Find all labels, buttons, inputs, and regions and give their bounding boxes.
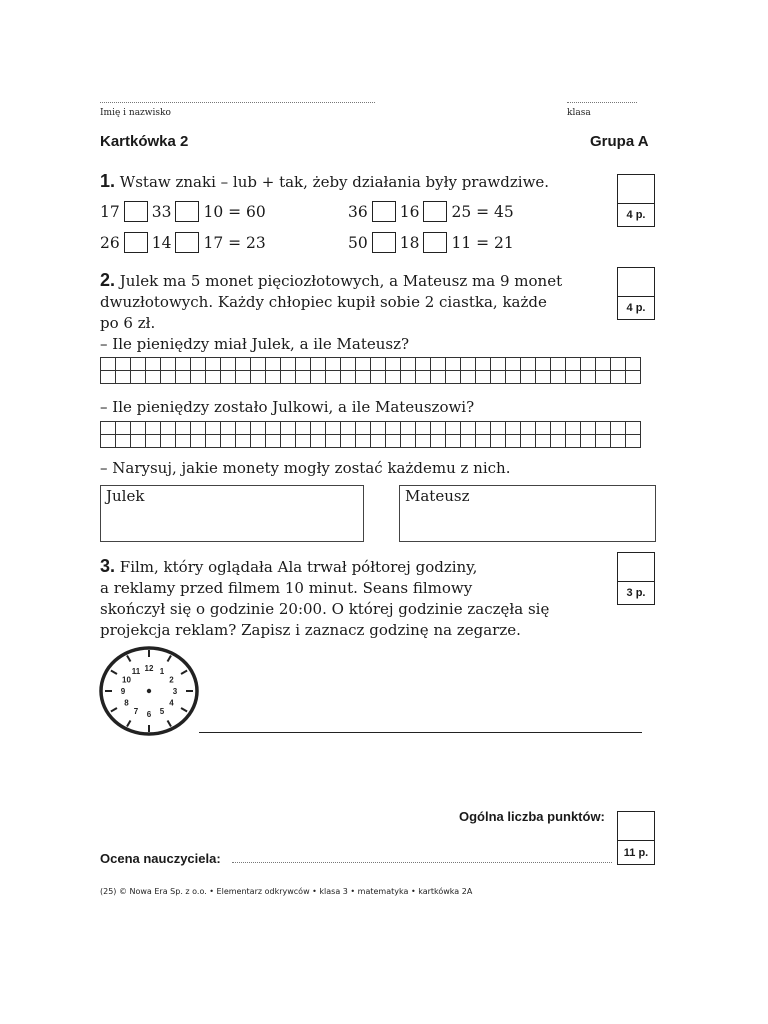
grid-cell[interactable] bbox=[101, 435, 116, 448]
clock-number: 8 bbox=[124, 698, 129, 708]
grid-cell[interactable] bbox=[191, 358, 206, 371]
grid-cell[interactable] bbox=[191, 422, 206, 435]
task1-score-box[interactable] bbox=[617, 174, 655, 227]
grid-cell[interactable] bbox=[536, 422, 551, 435]
task2-question3: – Narysuj, jakie monety mogły zostać każdemu z nich. bbox=[100, 459, 511, 477]
eq-result: 25 = 45 bbox=[451, 202, 514, 221]
sign-box[interactable] bbox=[372, 232, 396, 253]
grid-cell[interactable] bbox=[311, 371, 326, 384]
total-points: 11 p. bbox=[623, 847, 649, 859]
grid-cell[interactable] bbox=[536, 358, 551, 371]
clock-tick bbox=[111, 671, 117, 675]
mateusz-drawing-box[interactable] bbox=[399, 485, 656, 542]
grid-cell[interactable] bbox=[176, 371, 191, 384]
grid-cell[interactable] bbox=[176, 435, 191, 448]
total-score-field[interactable] bbox=[618, 812, 654, 841]
equation-2 bbox=[348, 201, 514, 222]
task1-text: Wstaw znaki – lub + tak, żeby działania były prawdziwe. bbox=[119, 173, 550, 191]
grid-cell[interactable] bbox=[536, 371, 551, 384]
grid-cell[interactable] bbox=[416, 435, 431, 448]
grid-cell[interactable] bbox=[251, 358, 266, 371]
clock-tick bbox=[127, 655, 131, 661]
eq-number: 50 bbox=[348, 233, 368, 252]
grid-cell[interactable] bbox=[191, 371, 206, 384]
grid-cell[interactable] bbox=[281, 422, 296, 435]
grid-cell[interactable] bbox=[236, 371, 251, 384]
clock-number: 12 bbox=[144, 664, 154, 673]
grid-cell[interactable] bbox=[251, 435, 266, 448]
grid-cell[interactable] bbox=[296, 358, 311, 371]
grid-cell[interactable] bbox=[266, 371, 281, 384]
grid-cell[interactable] bbox=[521, 358, 536, 371]
grid-cell[interactable] bbox=[116, 371, 131, 384]
task1 bbox=[100, 171, 549, 193]
grid-cell[interactable] bbox=[356, 371, 371, 384]
task3-line4: projekcja reklam? Zapisz i zaznacz godzinę na zegarze. bbox=[100, 621, 521, 639]
sign-box[interactable] bbox=[175, 232, 199, 253]
grid-cell[interactable] bbox=[296, 371, 311, 384]
grid-cell[interactable] bbox=[356, 358, 371, 371]
grid-cell[interactable] bbox=[266, 422, 281, 435]
task3-points: 3 p. bbox=[626, 587, 646, 599]
grid-cell[interactable] bbox=[131, 435, 146, 448]
task1-score-field[interactable] bbox=[618, 175, 654, 204]
grid-cell[interactable] bbox=[371, 358, 386, 371]
grid-cell[interactable] bbox=[551, 358, 566, 371]
grid-cell[interactable] bbox=[491, 435, 506, 448]
grid-cell[interactable] bbox=[101, 371, 116, 384]
clock-tick bbox=[168, 655, 172, 661]
grid-cell[interactable] bbox=[566, 435, 581, 448]
clock-number: 10 bbox=[122, 675, 131, 685]
grid-cell[interactable] bbox=[341, 422, 356, 435]
grid-cell[interactable] bbox=[401, 422, 416, 435]
grid-cell[interactable] bbox=[596, 422, 611, 435]
grid-cell[interactable] bbox=[296, 435, 311, 448]
grid-cell[interactable] bbox=[416, 358, 431, 371]
grid-cell[interactable] bbox=[146, 435, 161, 448]
grid-cell[interactable] bbox=[236, 422, 251, 435]
sign-box[interactable] bbox=[423, 201, 447, 222]
grid-cell[interactable] bbox=[296, 422, 311, 435]
julek-label: Julek bbox=[106, 487, 145, 505]
eq-number: 16 bbox=[399, 202, 420, 221]
grid-cell[interactable] bbox=[311, 435, 326, 448]
grid-cell[interactable] bbox=[476, 435, 491, 448]
task2 bbox=[100, 270, 562, 355]
task2-question2: – Ile pieniędzy zostało Julkowi, a ile Mateuszowi? bbox=[100, 398, 475, 416]
grid-cell[interactable] bbox=[221, 435, 236, 448]
grid-cell[interactable] bbox=[206, 358, 221, 371]
grid-cell[interactable] bbox=[476, 358, 491, 371]
task1-points: 4 p. bbox=[626, 209, 646, 221]
grid-cell[interactable] bbox=[461, 371, 476, 384]
clock-number: 1 bbox=[159, 667, 165, 677]
grid-cell[interactable] bbox=[581, 435, 596, 448]
grid-cell[interactable] bbox=[506, 435, 521, 448]
grid-cell[interactable] bbox=[371, 371, 386, 384]
grid-cell[interactable] bbox=[341, 371, 356, 384]
grid-cell[interactable] bbox=[521, 435, 536, 448]
task3 bbox=[100, 556, 549, 641]
grid-cell[interactable] bbox=[416, 422, 431, 435]
grid-cell[interactable] bbox=[446, 435, 461, 448]
grid-cell[interactable] bbox=[101, 358, 116, 371]
grid-cell[interactable] bbox=[206, 422, 221, 435]
grid-cell[interactable] bbox=[326, 358, 341, 371]
grid-cell[interactable] bbox=[131, 358, 146, 371]
grid-cell[interactable] bbox=[221, 422, 236, 435]
group-label: Grupa A bbox=[590, 133, 649, 150]
eq-number: 18 bbox=[399, 233, 420, 252]
name-line[interactable] bbox=[100, 102, 375, 103]
grid-cell[interactable] bbox=[131, 422, 146, 435]
grid-cell[interactable] bbox=[431, 435, 446, 448]
task1-number: 1. bbox=[100, 171, 116, 191]
grid-cell[interactable] bbox=[251, 371, 266, 384]
grid-cell[interactable] bbox=[146, 358, 161, 371]
grid-cell[interactable] bbox=[401, 358, 416, 371]
grid-cell[interactable] bbox=[551, 435, 566, 448]
clock-tick bbox=[181, 708, 187, 712]
grid-cell[interactable] bbox=[476, 371, 491, 384]
answer-line[interactable] bbox=[199, 732, 642, 733]
grid-cell[interactable] bbox=[206, 371, 221, 384]
grid-cell[interactable] bbox=[461, 358, 476, 371]
grid-cell[interactable] bbox=[116, 422, 131, 435]
grid-cell[interactable] bbox=[326, 435, 341, 448]
grid-cell[interactable] bbox=[341, 358, 356, 371]
answer-grid-2[interactable] bbox=[100, 421, 641, 448]
grid-cell[interactable] bbox=[356, 422, 371, 435]
sign-box[interactable] bbox=[124, 201, 148, 222]
task3-score-field[interactable] bbox=[618, 553, 654, 582]
clock-number: 2 bbox=[169, 675, 174, 685]
mateusz-label: Mateusz bbox=[405, 487, 470, 505]
sign-box[interactable] bbox=[372, 201, 396, 222]
grid-cell[interactable] bbox=[176, 358, 191, 371]
grid-cell[interactable] bbox=[386, 358, 401, 371]
grid-cell[interactable] bbox=[431, 422, 446, 435]
grid-cell[interactable] bbox=[206, 435, 221, 448]
grid-cell[interactable] bbox=[626, 371, 641, 384]
grid-cell[interactable] bbox=[491, 371, 506, 384]
grid-cell[interactable] bbox=[566, 358, 581, 371]
grid-cell[interactable] bbox=[161, 371, 176, 384]
task2-points: 4 p. bbox=[626, 302, 646, 314]
grid-cell[interactable] bbox=[236, 358, 251, 371]
grid-cell[interactable] bbox=[491, 358, 506, 371]
class-label: klasa bbox=[567, 108, 591, 118]
grid-cell[interactable] bbox=[161, 358, 176, 371]
clock-face[interactable] bbox=[98, 645, 202, 737]
grid-cell[interactable] bbox=[491, 422, 506, 435]
grid-cell[interactable] bbox=[521, 422, 536, 435]
clock-number: 4 bbox=[169, 698, 174, 708]
grid-cell[interactable] bbox=[611, 358, 626, 371]
task3-line3: skończył się o godzinie 20:00. O której godzinie zaczęła się bbox=[100, 600, 550, 618]
task2-question1: – Ile pieniędzy miał Julek, a ile Mateusz? bbox=[100, 335, 410, 353]
grid-cell[interactable] bbox=[446, 371, 461, 384]
eq-number: 33 bbox=[151, 202, 172, 221]
grid-cell[interactable] bbox=[146, 371, 161, 384]
grid-cell[interactable] bbox=[326, 422, 341, 435]
grid-cell[interactable] bbox=[521, 371, 536, 384]
clock-number: 7 bbox=[133, 706, 139, 716]
total-points-label: Ogólna liczba punktów: bbox=[459, 809, 605, 824]
grid-cell[interactable] bbox=[371, 435, 386, 448]
grid-cell[interactable] bbox=[581, 422, 596, 435]
eq-number: 36 bbox=[348, 202, 368, 221]
task2-line2: dwuzłotowych. Każdy chłopiec kupił sobie 2 ciastka, każde bbox=[100, 293, 547, 311]
task3-line1: Film, który oglądała Ala trwał półtorej godziny, bbox=[119, 558, 478, 576]
task2-line1: Julek ma 5 monet pięciozłotowych, a Mateusz ma 9 monet bbox=[119, 272, 563, 290]
grid-cell[interactable] bbox=[596, 371, 611, 384]
grid-cell[interactable] bbox=[611, 422, 626, 435]
grid-cell[interactable] bbox=[281, 358, 296, 371]
eq-number: 26 bbox=[100, 233, 120, 252]
grid-cell[interactable] bbox=[551, 422, 566, 435]
grid-cell[interactable] bbox=[566, 371, 581, 384]
task2-score-box[interactable] bbox=[617, 267, 655, 320]
grid-cell[interactable] bbox=[506, 371, 521, 384]
grid-cell[interactable] bbox=[626, 358, 641, 371]
grid-cell[interactable] bbox=[566, 422, 581, 435]
clock-tick bbox=[111, 708, 117, 712]
grid-cell[interactable] bbox=[146, 422, 161, 435]
page-title: Kartkówka 2 bbox=[100, 133, 189, 150]
grid-cell[interactable] bbox=[596, 358, 611, 371]
grid-cell[interactable] bbox=[371, 422, 386, 435]
class-line[interactable] bbox=[567, 102, 637, 103]
clock-center bbox=[147, 689, 151, 693]
equation-4 bbox=[348, 232, 514, 253]
answer-grid-1[interactable] bbox=[100, 357, 641, 384]
grid-cell[interactable] bbox=[581, 371, 596, 384]
grid-cell[interactable] bbox=[626, 435, 641, 448]
grid-cell[interactable] bbox=[221, 358, 236, 371]
grid-cell[interactable] bbox=[311, 358, 326, 371]
grid-cell[interactable] bbox=[356, 435, 371, 448]
grid-cell[interactable] bbox=[506, 422, 521, 435]
grid-cell[interactable] bbox=[131, 371, 146, 384]
equation-1 bbox=[100, 201, 266, 222]
grid-cell[interactable] bbox=[221, 371, 236, 384]
grid-cell[interactable] bbox=[416, 371, 431, 384]
teacher-grade-label: Ocena nauczyciela: bbox=[100, 851, 221, 866]
task3-score-box[interactable] bbox=[617, 552, 655, 605]
eq-number: 14 bbox=[151, 233, 172, 252]
grid-cell[interactable] bbox=[116, 358, 131, 371]
clock-number: 5 bbox=[159, 706, 165, 716]
clock-tick bbox=[168, 720, 172, 726]
eq-result: 11 = 21 bbox=[451, 233, 514, 252]
grid-cell[interactable] bbox=[461, 435, 476, 448]
eq-number: 17 bbox=[100, 202, 120, 221]
grid-cell[interactable] bbox=[446, 358, 461, 371]
total-score-box[interactable] bbox=[617, 811, 655, 865]
eq-result: 17 = 23 bbox=[203, 233, 266, 252]
grid-cell[interactable] bbox=[626, 422, 641, 435]
task2-score-field[interactable] bbox=[618, 268, 654, 297]
grid-cell[interactable] bbox=[431, 358, 446, 371]
clock-number: 11 bbox=[131, 667, 141, 677]
grid-cell[interactable] bbox=[161, 435, 176, 448]
grid-cell[interactable] bbox=[266, 358, 281, 371]
clock-number: 3 bbox=[172, 687, 178, 696]
grid-cell[interactable] bbox=[281, 371, 296, 384]
grid-cell[interactable] bbox=[116, 435, 131, 448]
julek-drawing-box[interactable] bbox=[100, 485, 364, 542]
task3-number: 3. bbox=[100, 556, 116, 576]
grid-cell[interactable] bbox=[236, 435, 251, 448]
grid-cell[interactable] bbox=[476, 422, 491, 435]
grid-cell[interactable] bbox=[326, 371, 341, 384]
task2-number: 2. bbox=[100, 270, 116, 290]
grid-cell[interactable] bbox=[386, 422, 401, 435]
grid-cell[interactable] bbox=[266, 435, 281, 448]
grid-cell[interactable] bbox=[176, 422, 191, 435]
grid-cell[interactable] bbox=[446, 422, 461, 435]
grid-cell[interactable] bbox=[461, 422, 476, 435]
grid-cell[interactable] bbox=[281, 435, 296, 448]
grid-cell[interactable] bbox=[611, 371, 626, 384]
sign-box[interactable] bbox=[175, 201, 199, 222]
grid-cell[interactable] bbox=[611, 435, 626, 448]
clock-tick bbox=[127, 720, 131, 726]
clock-tick bbox=[181, 671, 187, 675]
grid-cell[interactable] bbox=[401, 371, 416, 384]
clock-number: 6 bbox=[146, 710, 152, 719]
footer: (25) © Nowa Era Sp. z o.o. • Elementarz odkrywców • klasa 3 • matematyka • kartkówka 2A bbox=[100, 887, 473, 896]
grid-cell[interactable] bbox=[401, 435, 416, 448]
task2-line3: po 6 zł. bbox=[100, 314, 156, 332]
grid-cell[interactable] bbox=[161, 422, 176, 435]
sign-box[interactable] bbox=[124, 232, 148, 253]
grid-cell[interactable] bbox=[581, 358, 596, 371]
grid-cell[interactable] bbox=[386, 371, 401, 384]
clock-number: 9 bbox=[120, 687, 126, 696]
eq-result: 10 = 60 bbox=[203, 202, 266, 221]
name-label: Imię i nazwisko bbox=[100, 108, 171, 118]
grid-cell[interactable] bbox=[386, 435, 401, 448]
grid-cell[interactable] bbox=[431, 371, 446, 384]
grid-cell[interactable] bbox=[311, 422, 326, 435]
grid-cell[interactable] bbox=[191, 435, 206, 448]
sign-box[interactable] bbox=[423, 232, 447, 253]
grid-cell[interactable] bbox=[251, 422, 266, 435]
grid-cell[interactable] bbox=[551, 371, 566, 384]
equation-3 bbox=[100, 232, 266, 253]
grid-cell[interactable] bbox=[536, 435, 551, 448]
grid-cell[interactable] bbox=[596, 435, 611, 448]
teacher-grade-line[interactable] bbox=[232, 862, 612, 863]
grid-cell[interactable] bbox=[506, 358, 521, 371]
grid-cell[interactable] bbox=[341, 435, 356, 448]
task3-line2: a reklamy przed filmem 10 minut. Seans filmowy bbox=[100, 579, 473, 597]
grid-cell[interactable] bbox=[101, 422, 116, 435]
